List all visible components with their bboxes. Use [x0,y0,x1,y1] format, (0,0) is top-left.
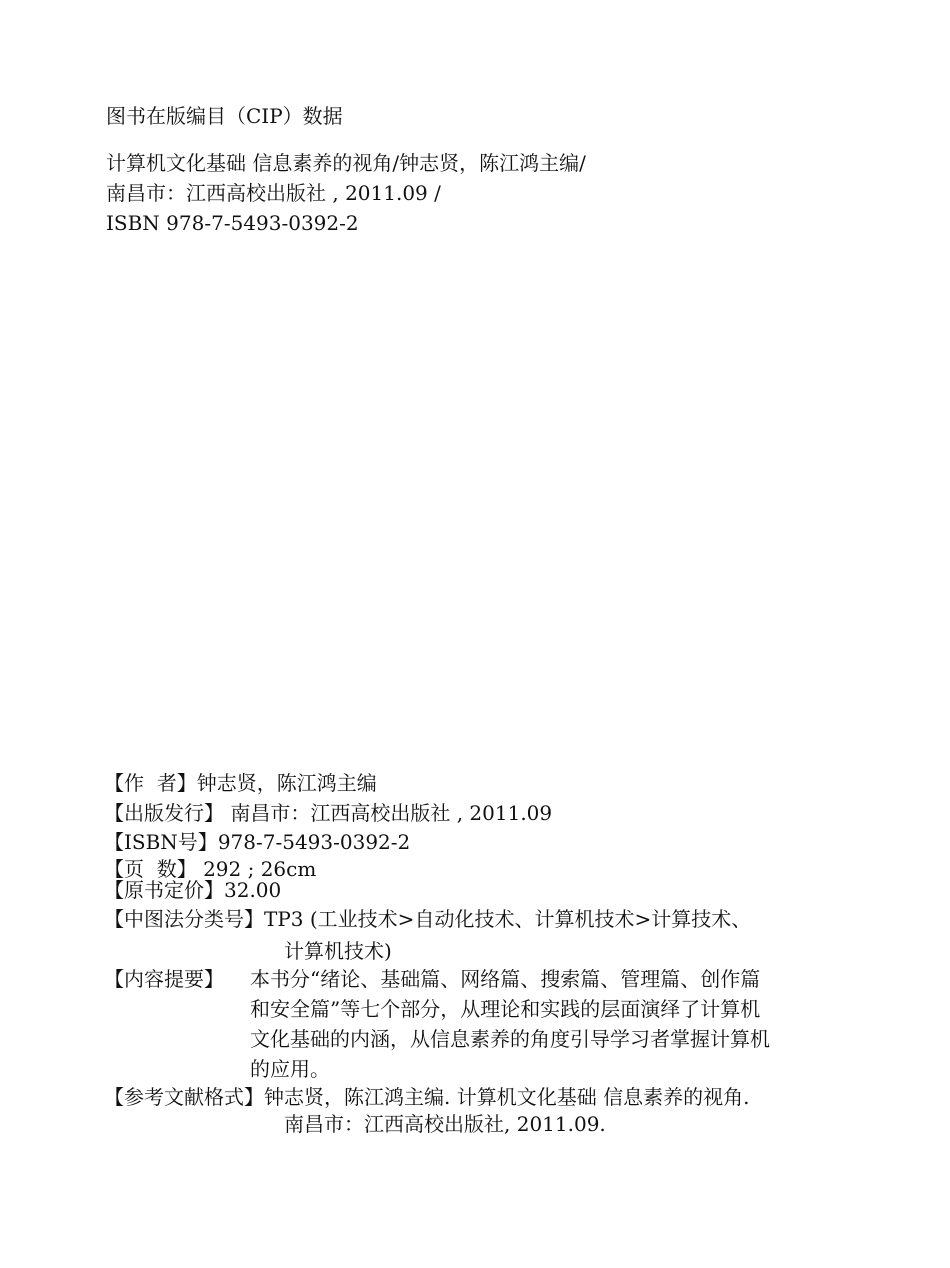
cip-heading: 图书在版编目（CIP）数据 [106,104,343,128]
isbn-row [104,827,410,857]
author-row [104,768,377,798]
price-label: 【原书定价】 [104,878,224,902]
pages-value: 292 ; 26cm [196,857,317,881]
author-label: 【作 者】 [104,771,197,795]
summary-label: 【内容提要】 [104,967,224,991]
summary-line: 和安全篇”等七个部分，从理论和实践的层面演绎了计算机 [250,997,761,1021]
summary-row [104,964,250,994]
publish-row [104,798,552,828]
reference-value-line2: 南昌市：江西高校出版社, 2011.09. [284,1112,606,1136]
pages-label: 【页 数】 [104,857,197,881]
summary-line: 文化基础的内涵，从信息素养的角度引导学习者掌握计算机 [250,1027,770,1051]
cip-title-line: 计算机文化基础 信息素养的视角/钟志贤，陈江鸿主编/ [106,151,586,175]
reference-label: 【参考文献格式】 [104,1085,264,1109]
summary-text [250,964,770,1084]
price-row [104,875,281,905]
class-label: 【中图法分类号】 [104,907,264,931]
class-row [104,904,751,934]
class-value-line1: TP3 (工业技术>自动化技术、计算机技术>计算技术、 [264,907,752,931]
class-value-line2: 计算机技术) [284,939,392,963]
reference-value-line1: 钟志贤，陈江鸿主编. 计算机文化基础 信息素养的视角. [264,1085,750,1109]
summary-line: 的应用。 [250,1057,330,1081]
isbn-value: 978-7-5493-0392-2 [217,830,411,854]
reference-row [104,1082,749,1112]
author-value: 钟志贤，陈江鸿主编 [196,771,377,795]
publish-value: 南昌市：江西高校出版社 , 2011.09 [224,801,553,825]
isbn-label: 【ISBN号】 [104,830,218,854]
cip-isbn-line: ISBN 978-7-5493-0392-2 [106,211,359,235]
price-value: 32.00 [224,878,282,902]
summary-line: 本书分“绪论、基础篇、网络篇、搜索篇、管理篇、创作篇 [250,967,761,991]
cip-publisher-line: 南昌市：江西高校出版社 , 2011.09 / [106,181,441,205]
publish-label: 【出版发行】 [104,801,224,825]
